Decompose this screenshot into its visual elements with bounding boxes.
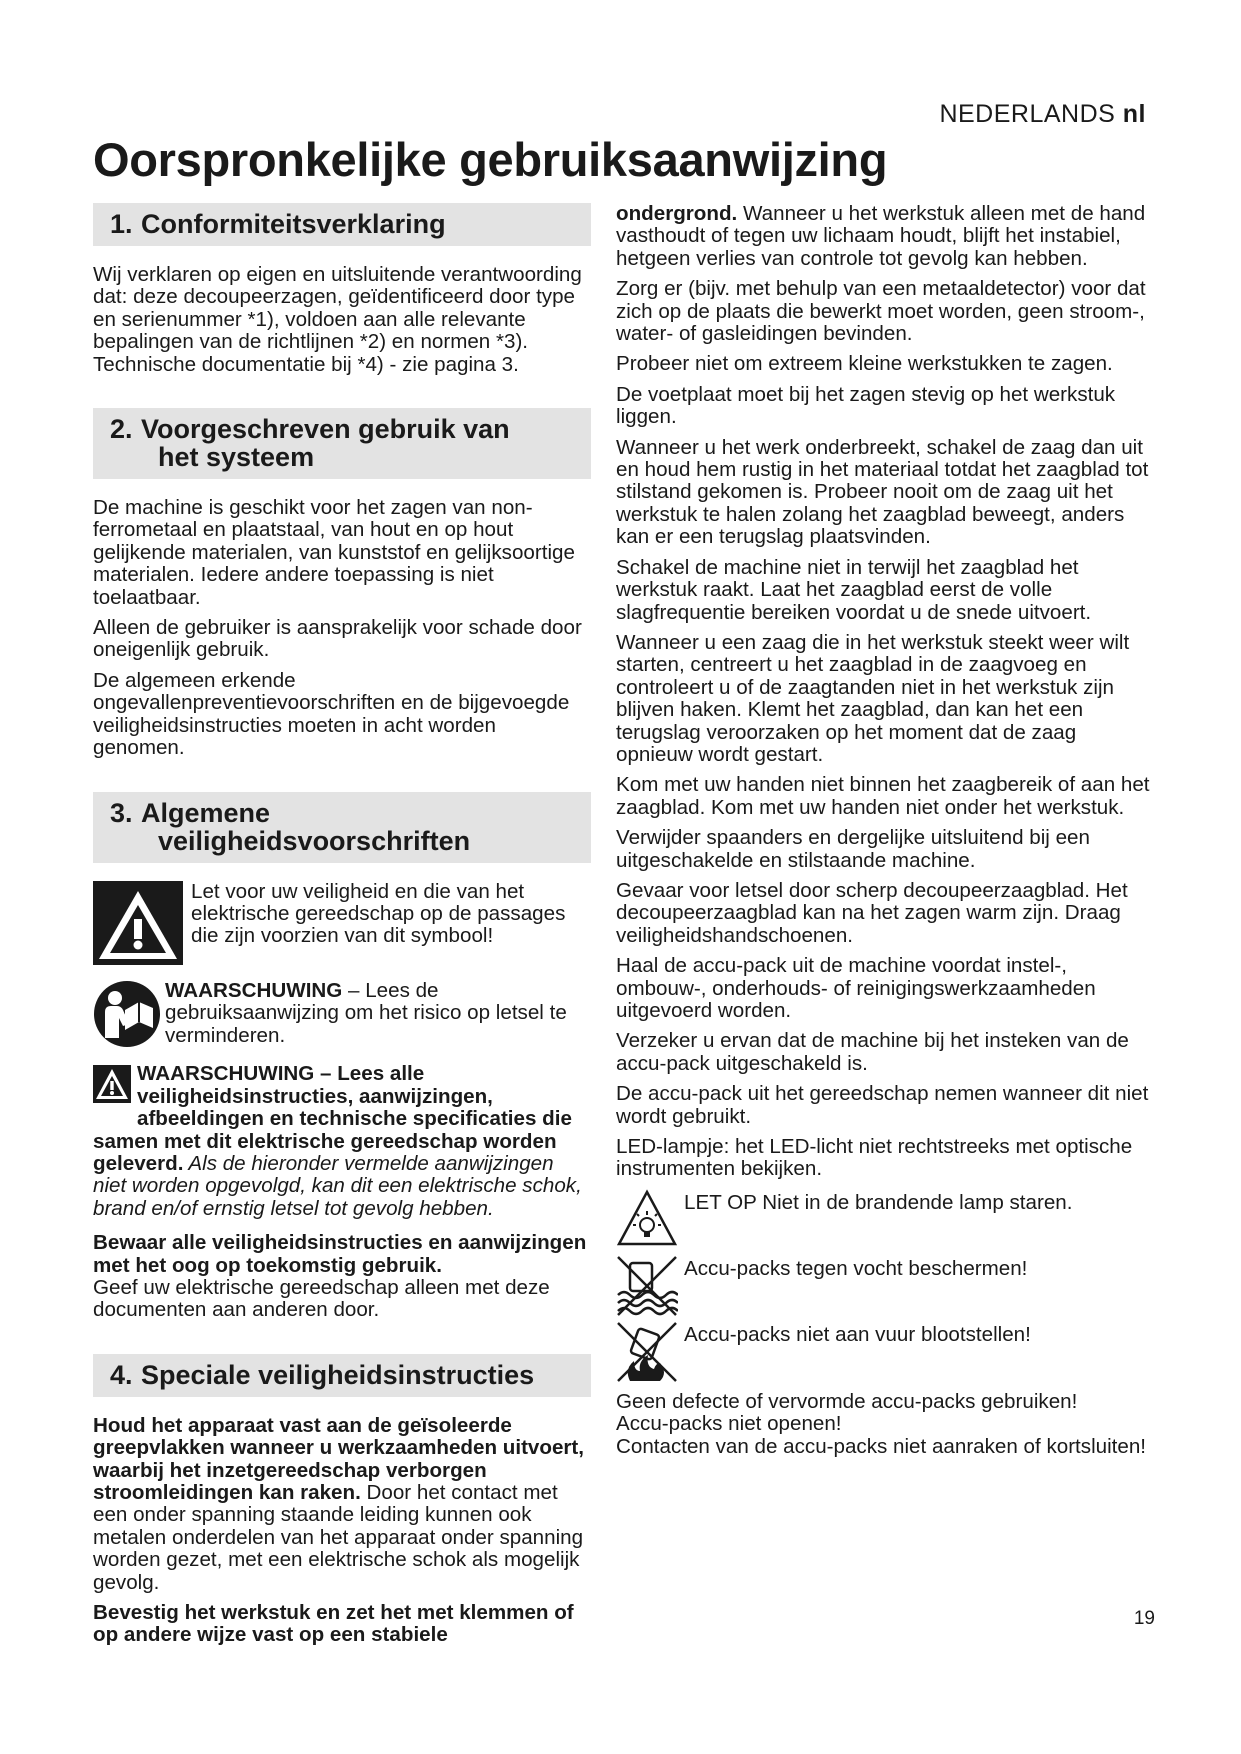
section-2-para-1: De machine is geschikt voor het zagen van non-ferrometaal en plaatstaal, van hout en op hout gelijkende materialen, van kunststof en gelijksoortige materialen. Iedere andere toepassing is niet toelaatbaar. — [93, 496, 575, 609]
language-name: NEDERLANDS — [939, 100, 1116, 128]
section-3-heading — [93, 792, 591, 863]
right-para-12: Verzeker u ervan dat de machine bij het insteken van de accu-pack uitgeschakeld is. — [616, 1029, 1129, 1075]
section-3-number: 3. — [110, 797, 133, 828]
language-code: nl — [1122, 100, 1146, 128]
section-4-para-1 — [93, 1415, 591, 1594]
battery-warning-1: Geen defecte of vervormde accu-packs gebruiken! — [616, 1389, 1078, 1413]
right-column — [616, 203, 1156, 1458]
right-para-11: Haal de accu-pack uit de machine voordat instel-, ombouw-, onderhouds- of reinigingswerkzaamheden uitgevoerd worden. — [616, 954, 1096, 1022]
section-4-title: Speciale veiligheidsinstructies — [141, 1359, 535, 1390]
warning-label: WAARSCHUWING — [165, 978, 343, 1002]
read-manual-warning-text — [161, 980, 591, 1047]
battery-warning-2: Accu-packs niet openen! — [616, 1412, 842, 1436]
symbol-fire-row — [616, 1321, 1156, 1383]
read-manual-warning — [93, 980, 591, 1053]
lamp-warning-icon — [616, 1189, 678, 1252]
no-moisture-icon — [616, 1255, 678, 1322]
section-4-para-2 — [93, 1602, 591, 1647]
section-2-number: 2. — [110, 414, 133, 445]
right-para-6: Schakel de machine niet in terwijl het zaagblad het werkstuk raakt. Laat het zaagblad eerst de volle slagfrequentie bereiken voordat u de snede uitvoert. — [616, 555, 1092, 624]
page-number: 19 — [1133, 1608, 1155, 1629]
right-para-10: Gevaar voor letsel door scherp decoupeerzaagblad. Het decoupeerzaagblad kan na het zagen warm zijn. Draag veiligheidshandschoenen. — [616, 878, 1128, 947]
moisture-warning-text: Accu-packs tegen vocht beschermen! — [684, 1256, 1028, 1280]
section-1-heading — [93, 203, 591, 246]
no-fire-icon — [616, 1321, 678, 1388]
section-1-number: 1. — [110, 209, 133, 239]
general-warning — [93, 1063, 591, 1220]
battery-warnings — [616, 1391, 1156, 1458]
right-para-8: Kom met uw handen niet binnen het zaagbereik of aan het zaagblad. Kom met uw handen niet onder het werkstuk. — [616, 773, 1150, 819]
section-4-para-2-bold: Bevestig het werkstuk en zet het met klemmen of op andere wijze vast op een stabiele — [93, 1601, 574, 1647]
right-para-9: Verwijder spaanders en dergelijke uitsluitend bij een uitgeschakelde en stilstaande machine. — [616, 826, 1090, 872]
section-2-heading — [93, 408, 591, 479]
general-warning-italic: Als de hieronder vermelde aanwijzingen niet worden opgevolgd, kan dit een elektrische schok, brand en/of ernstig letsel tot gevolg hebben. — [93, 1151, 582, 1220]
battery-warning-3: Contacten van de accu-packs niet aanraken of kortsluiten! — [616, 1434, 1147, 1458]
section-4-para-1-text: Door het contact met een onder spanning staande leiding kunnen ook metalen onderdelen van het apparaat onder spanning worden gezet, met een elektrische schok als mogelijk gevolg. — [93, 1481, 584, 1594]
section-4-heading — [93, 1354, 591, 1397]
right-para-1-text: Wanneer u het werkstuk alleen met de hand vasthoudt of tegen uw lichaam houdt, blijft het instabiel, hetgeen verlies van controle tot gevolg kan hebben. — [616, 202, 1146, 270]
right-para-3: Probeer niet om extreem kleine werkstukken te zagen. — [616, 352, 1113, 376]
symbol-note-text: Let voor uw veiligheid en die van het elektrische gereedschap op de passages die zijn voorzien van dit symbool! — [191, 879, 566, 948]
warning-triangle-icon — [93, 881, 183, 970]
section-2-para-3: De algemeen erkende ongevallenpreventievoorschriften en de bijgevoegde veiligheidsinstructies moeten in acht worden genomen. — [93, 668, 570, 760]
section-1-text: Wij verklaren op eigen en uitsluitende verantwoording dat: deze decoupeerzagen, geïdentificeerd door type en serienummer *1), voldoen aan alle relevante bepalingen van de richtlijnen *2) en normen *3). Technische documentatie bij *4) - zie pagina 3. — [93, 263, 582, 376]
section-3-title-line2: veiligheidsvoorschriften — [158, 825, 471, 856]
section-1-title: Conformiteitsverklaring — [141, 209, 446, 239]
section-4-para-1-bold: Houd het apparaat vast aan de geïsoleerde greepvlakken wanneer u werkzaamheden uitvoert, waarbij het inzetgereedschap verborgen stroomleidingen kan raken. — [93, 1413, 585, 1504]
small-warning-icon — [93, 1065, 131, 1108]
keep-instructions-bold: Bewaar alle veiligheidsinstructies en aanwijzingen met het oog op toekomstig gebruik. — [93, 1231, 587, 1277]
keep-instructions-text: Geef uw elektrische gereedschap alleen met deze documenten aan anderen door. — [93, 1275, 550, 1322]
symbol-note — [93, 881, 591, 970]
right-para-7: Wanneer u een zaag die in het werkstuk steekt weer wilt starten, centreert u het zaagblad in de zaagvoeg en controleert u of de zaagtanden niet in het werkstuk zijn blijven haken. Klemt het zaagblad, dan kan het een terugslag veroorzaken op het moment dat de zaag opnieuw wordt gestart. — [616, 630, 1130, 766]
right-para-14: LED-lampje: het LED-licht niet rechtstreeks met optische instrumenten bekijken. — [616, 1135, 1133, 1181]
lamp-warning-text: LET OP Niet in de brandende lamp staren. — [684, 1190, 1073, 1214]
right-para-2: Zorg er (bijv. met behulp van een metaaldetector) voor dat zich op de plaats die bewerkt moet worden, geen stroom-, water- of gasleidingen bevinden. — [616, 277, 1146, 346]
keep-instructions — [93, 1232, 591, 1322]
read-manual-text: – Lees de gebruiksaanwijzing om het risico op letsel te verminderen. — [165, 978, 567, 1047]
section-2-title-line1: Voorgeschreven gebruik van — [141, 414, 510, 445]
right-para-4: De voetplaat moet bij het zagen stevig op het werkstuk liggen. — [616, 382, 1116, 429]
right-para-5: Wanneer u het werk onderbreekt, schakel de zaag dan uit en houd hem rustig in het materiaal totdat het zaagblad tot stilstand gekomen is. Probeer nooit om de zaag uit het werkstuk te halen zolang het zaagblad beweegt, anders kan er een terugslag plaatsvinden. — [616, 435, 1149, 549]
right-para-1-bold: ondergrond. — [616, 202, 738, 225]
symbol-lamp-row — [616, 1189, 1156, 1251]
section-2-title-line2: het systeem — [158, 442, 315, 473]
right-para-13: De accu-pack uit het gereedschap nemen wanneer dit niet wordt gebruikt. — [616, 1082, 1149, 1128]
page-title: Oorspronkelijke gebruiksaanwijzing — [93, 133, 888, 186]
section-3-title-line1: Algemene — [141, 797, 271, 828]
symbol-moisture-row — [616, 1255, 1156, 1317]
language-label — [939, 100, 1146, 129]
section-4-number: 4. — [110, 1359, 133, 1390]
left-column — [93, 203, 591, 1655]
section-2-para-2: Alleen de gebruiker is aansprakelijk voor schade door oneigenlijk gebruik. — [93, 616, 582, 662]
right-para-1 — [616, 203, 1156, 270]
fire-warning-text: Accu-packs niet aan vuur blootstellen! — [684, 1322, 1031, 1346]
read-manual-icon — [93, 980, 161, 1053]
general-warning-bold: WAARSCHUWING – Lees alle veiligheidsinstructies, aanwijzingen, afbeeldingen en technische specificaties die samen met dit elektrische gereedschap worden geleverd. — [93, 1062, 572, 1175]
